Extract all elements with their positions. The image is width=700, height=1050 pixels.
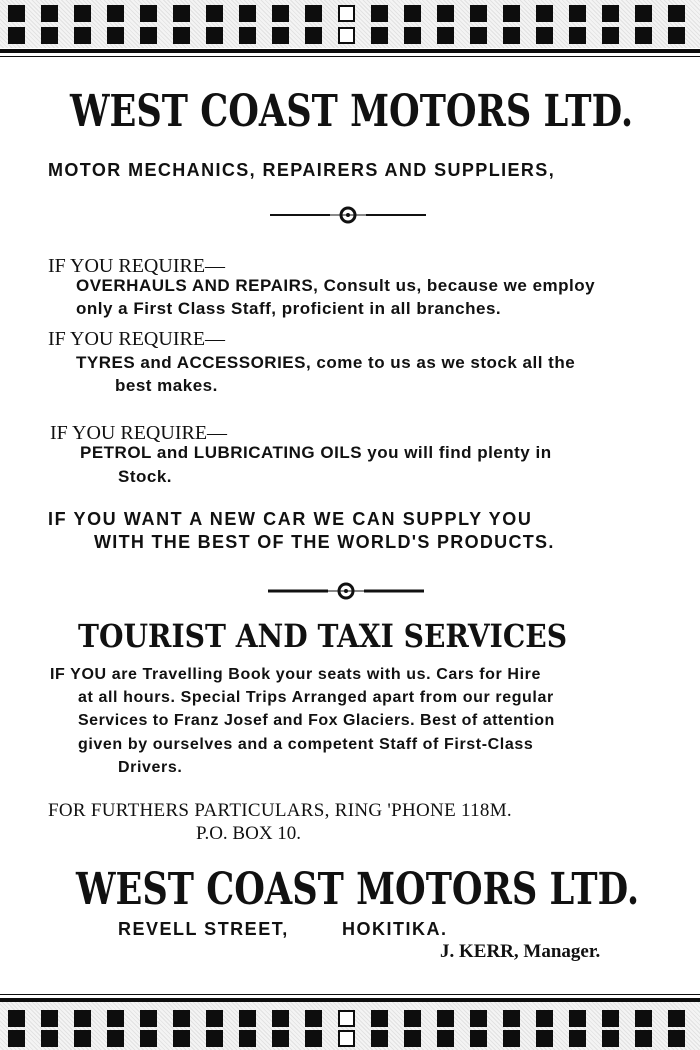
particulars-line: FOR FURTHERS PARTICULARS, RING 'PHONE 118M. [48,800,512,821]
border-square [41,5,58,22]
border-square [602,1010,619,1027]
border-square [371,1010,388,1027]
border-square [569,1010,586,1027]
footer-street: REVELL STREET, [118,919,289,939]
border-square [404,27,421,44]
tagline: MOTOR MECHANICS, REPAIRERS AND SUPPLIERS, [48,160,556,180]
border-square [74,1030,91,1047]
border-square [569,27,586,44]
ornament-divider-icon [270,204,426,226]
border-square [470,1030,487,1047]
po-box: P.O. BOX 10. [196,823,302,844]
top-border-rule [0,49,700,53]
border-square [8,27,25,44]
border-square [668,27,685,44]
border-square [635,1010,652,1027]
border-square [305,27,322,44]
border-square [305,1010,322,1027]
border-square [503,27,520,44]
border-square [206,27,223,44]
border-square [536,5,553,22]
border-square [635,1030,652,1047]
border-square [107,1030,124,1047]
border-square [272,27,289,44]
border-square [272,1010,289,1027]
border-square [140,5,157,22]
border-square [569,5,586,22]
border-square [173,1010,190,1027]
border-square [272,5,289,22]
border-square [206,5,223,22]
border-square [635,5,652,22]
border-square [668,1030,685,1047]
top-border-thin-rule [0,56,700,57]
require-lead-1: IF YOU REQUIRE— [48,255,226,277]
border-square [404,1030,421,1047]
border-square [437,27,454,44]
border-square [470,27,487,44]
border-square [437,5,454,22]
border-square [173,5,190,22]
border-square [239,5,256,22]
border-square [470,1010,487,1027]
border-square [272,1030,289,1047]
border-square [74,1010,91,1027]
border-square [107,5,124,22]
border-square [536,27,553,44]
border-square [173,27,190,44]
border-square [41,1030,58,1047]
border-square [74,27,91,44]
border-square [437,1010,454,1027]
border-square [635,27,652,44]
services-line-4: given by ourselves and a competent Staff of First-Class [78,736,534,753]
border-square [503,1030,520,1047]
border-square [206,1010,223,1027]
border-hollow-square [338,27,355,44]
border-square [107,27,124,44]
border-square [371,27,388,44]
border-hollow-square [338,1010,355,1027]
require-lead-2: IF YOU REQUIRE— [48,328,226,350]
footer-manager: J. KERR, Manager. [440,941,601,962]
section-1-line-1: OVERHAULS AND REPAIRS, Consult us, because we employ [76,276,596,295]
services-heading: TOURIST AND TAXI SERVICES [78,617,568,655]
border-square [503,1010,520,1027]
top-checker-border [0,0,700,48]
border-square [305,5,322,22]
border-square [239,1030,256,1047]
border-square [668,5,685,22]
border-square [239,1010,256,1027]
services-line-3: Services to Franz Josef and Fox Glaciers. Best of attention [78,712,555,729]
border-square [536,1030,553,1047]
border-square [8,1010,25,1027]
border-square [602,5,619,22]
footer-town: HOKITIKA. [342,919,448,939]
section-3-line-2: Stock. [118,467,173,486]
border-square [41,27,58,44]
border-square [569,1030,586,1047]
border-square [140,27,157,44]
border-hollow-square [338,5,355,22]
border-hollow-square [338,1030,355,1047]
section-2-line-2: best makes. [115,376,218,395]
border-square [503,5,520,22]
services-line-2: at all hours. Special Trips Arranged apart from our regular [78,689,554,706]
border-square [536,1010,553,1027]
border-square [74,5,91,22]
border-square [602,1030,619,1047]
services-line-5: Drivers. [118,759,183,776]
section-1-line-2: only a First Class Staff, proficient in all branches. [76,299,502,318]
border-square [404,5,421,22]
border-square [206,1030,223,1047]
border-square [437,1030,454,1047]
border-square [404,1010,421,1027]
require-lead-3: IF YOU REQUIRE— [50,422,228,444]
border-square [371,1030,388,1047]
border-square [239,27,256,44]
border-square [470,5,487,22]
section-2-line-1: TYRES and ACCESSORIES, come to us as we stock all the [76,353,576,372]
border-square [305,1030,322,1047]
new-car-line-1: IF YOU WANT A NEW CAR WE CAN SUPPLY YOU [48,509,533,529]
border-square [8,1030,25,1047]
border-square [668,1010,685,1027]
bottom-checker-border [0,1002,700,1050]
border-square [41,1010,58,1027]
services-line-1: IF YOU are Travelling Book your seats with us. Cars for Hire [50,666,541,683]
border-square [173,1030,190,1047]
ornament-divider-icon-2 [268,579,424,603]
border-square [140,1030,157,1047]
bottom-border-thin-rule [0,994,700,995]
border-square [602,27,619,44]
section-3-line-1: PETROL and LUBRICATING OILS you will find plenty in [80,443,552,462]
new-car-line-2: WITH THE BEST OF THE WORLD'S PRODUCTS. [94,532,555,552]
border-square [140,1010,157,1027]
border-square [107,1010,124,1027]
border-square [371,5,388,22]
company-name-heading: WEST COAST MOTORS LTD. [70,86,634,137]
footer-company-name: WEST COAST MOTORS LTD. [76,864,640,915]
border-square [8,5,25,22]
